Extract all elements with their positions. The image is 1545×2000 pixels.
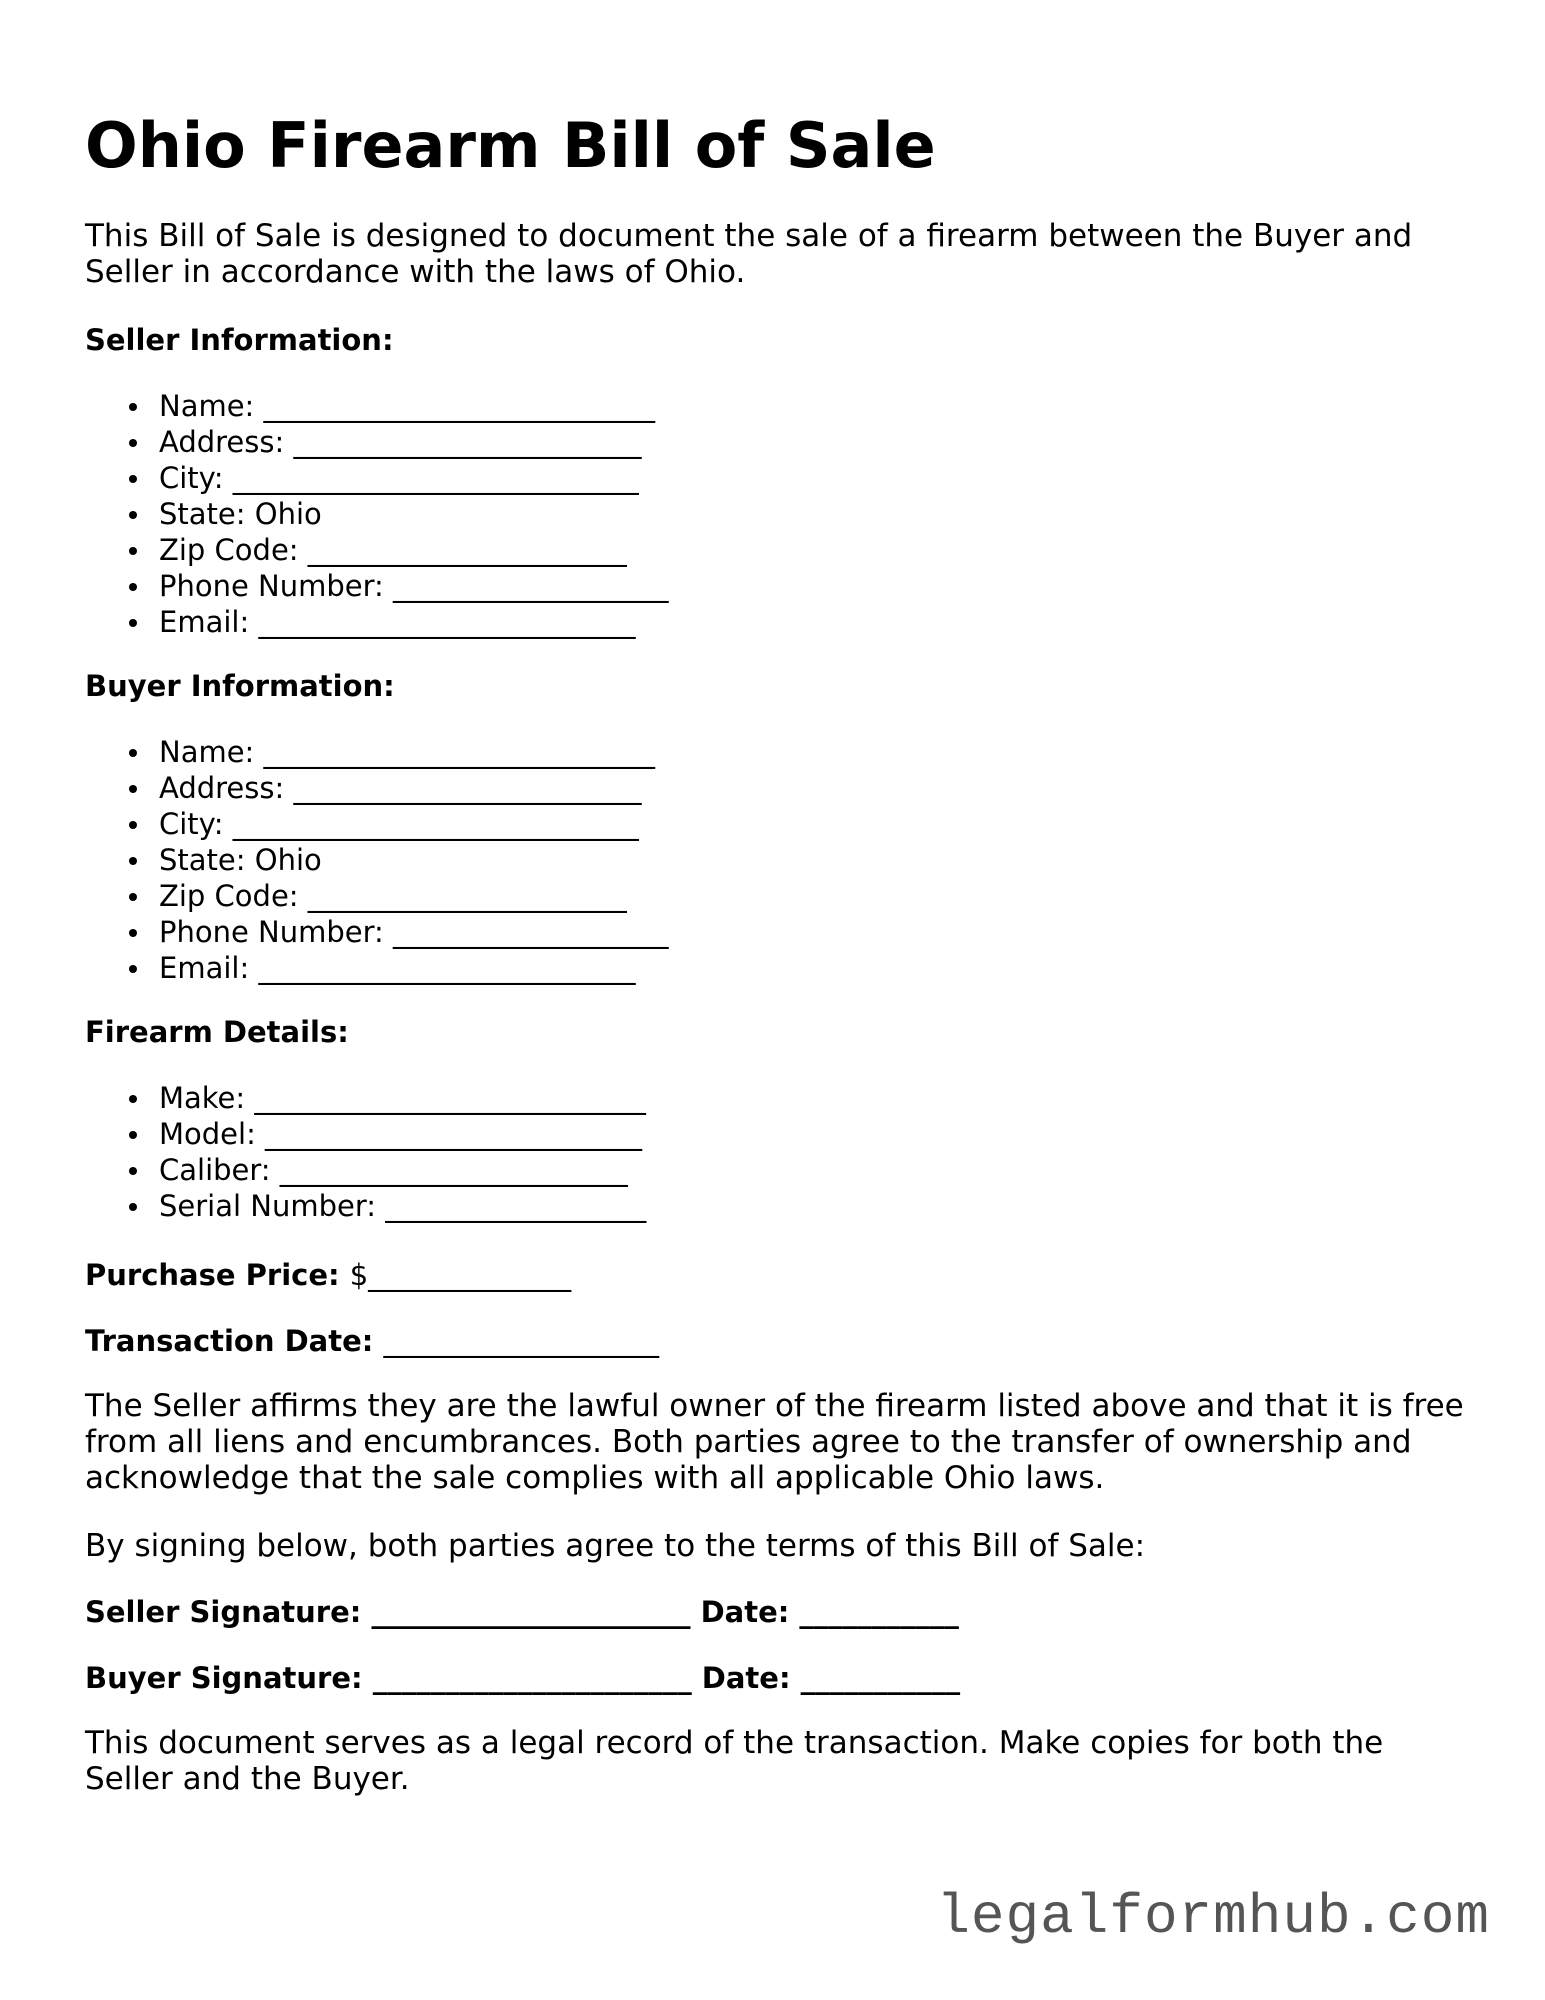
buyer-name-field: Name: ___________________________ <box>85 734 669 770</box>
firearm-make-field: Make: ___________________________ <box>85 1080 646 1116</box>
buyer-email-field: Email: __________________________ <box>85 950 669 986</box>
closing-paragraph: This document serves as a legal record of the transaction. Make copies for both the Seller and the Buyer. <box>85 1725 1384 1797</box>
seller-info-heading: Seller Information: <box>85 323 394 357</box>
transaction-date-label: Transaction Date: <box>85 1324 374 1358</box>
affirmation-paragraph: The Seller affirms they are the lawful owner of the firearm listed above and that it is free from all liens and encumbrances. Both parties agree to the transfer of ownership and acknowledge that the sale complies with all applicable Ohio laws. <box>85 1388 1464 1496</box>
buyer-state-field: State: Ohio <box>85 842 669 878</box>
buyer-address-field: Address: ________________________ <box>85 770 669 806</box>
firearm-serial-field: Serial Number: __________________ <box>85 1188 646 1224</box>
buyer-signature-line: Buyer Signature: ______________________ Date: ___________ <box>85 1661 961 1695</box>
seller-fields-list <box>85 388 669 640</box>
seller-signature-line: Seller Signature: ______________________ Date: ___________ <box>85 1595 959 1629</box>
seller-state-field: State: Ohio <box>85 496 669 532</box>
seller-email-field: Email: __________________________ <box>85 604 669 640</box>
agreement-paragraph: By signing below, both parties agree to the terms of this Bill of Sale: <box>85 1528 1146 1564</box>
firearm-caliber-field: Caliber: ________________________ <box>85 1152 646 1188</box>
buyer-fields-list <box>85 734 669 986</box>
seller-phone-field: Phone Number: ___________________ <box>85 568 669 604</box>
transaction-date-value: ___________________ <box>383 1324 659 1358</box>
buyer-city-field: City: ____________________________ <box>85 806 669 842</box>
site-watermark: legalformhub.com <box>936 1885 1490 1949</box>
buyer-phone-field: Phone Number: ___________________ <box>85 914 669 950</box>
firearm-details-heading: Firearm Details: <box>85 1015 349 1049</box>
buyer-zip-field: Zip Code: ______________________ <box>85 878 669 914</box>
seller-address-field: Address: ________________________ <box>85 424 669 460</box>
document-title: Ohio Firearm Bill of Sale <box>85 109 936 182</box>
firearm-fields-list <box>85 1080 646 1224</box>
seller-name-field: Name: ___________________________ <box>85 388 669 424</box>
seller-zip-field: Zip Code: ______________________ <box>85 532 669 568</box>
firearm-model-field: Model: __________________________ <box>85 1116 646 1152</box>
purchase-price-line <box>85 1257 571 1293</box>
purchase-price-value: $______________ <box>349 1258 572 1292</box>
seller-city-field: City: ____________________________ <box>85 460 669 496</box>
purchase-price-label: Purchase Price: <box>85 1258 340 1292</box>
transaction-date-line <box>85 1323 659 1359</box>
intro-paragraph: This Bill of Sale is designed to document the sale of a firearm between the Buyer and Seller in accordance with the laws of Ohio. <box>85 218 1413 290</box>
buyer-info-heading: Buyer Information: <box>85 669 395 703</box>
